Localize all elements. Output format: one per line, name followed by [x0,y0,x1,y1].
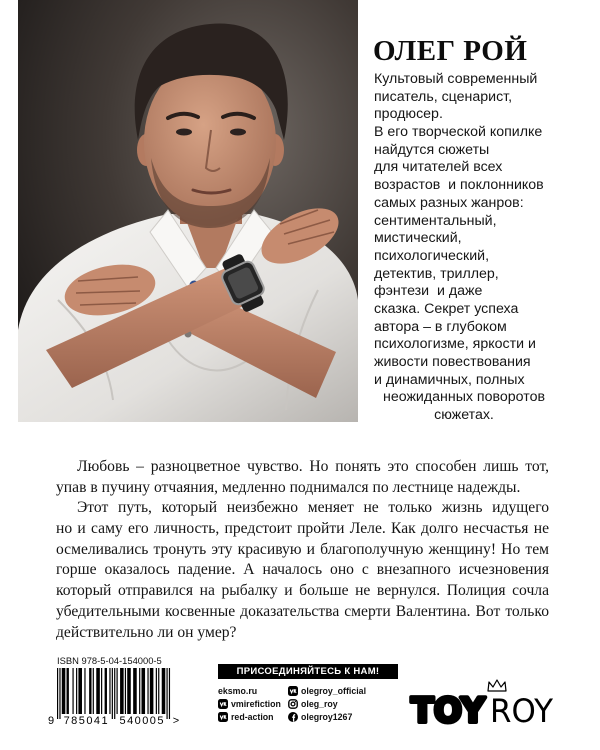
barcode-left-digits: 785041 [63,715,108,727]
barcode-guard-bar [112,668,113,719]
bio-line: В его творческой копилке [374,124,543,141]
isbn-label: ISBN 978-5-04-154000-5 [57,655,162,666]
barcode-bar [120,668,124,714]
publisher-site-label: eksmo.ru [218,685,258,696]
bio-line: сказка. Секрет успеха [374,300,519,317]
logo-part-toy: TOY [411,691,486,730]
annotation-line: но и саму его личность, предстоит пройти Леле. Как долго несчастья не [56,520,549,538]
instagram-icon [288,699,298,709]
bio-line: писатель, сценарист, [374,88,513,105]
bio-line: неожиданных поворотов [382,389,546,406]
eye-left [176,129,192,136]
barcode-bar [150,668,154,714]
join-banner: ПРИСОЕДИНЯЙТЕСЬ К НАМ! [218,664,398,679]
barcode-bar [89,668,91,714]
book-annotation [56,457,549,643]
barcode-guard-bar [166,668,167,719]
barcode-bar [133,668,137,714]
annotation-line: который отправился на рыбалку и больше не вернулся. Полиция сочла [56,582,549,600]
social-link-label: oleg_roy [301,698,338,709]
barcode-bars [57,668,170,719]
barcode-guard-bar [169,668,170,719]
barcode-bar [76,668,77,714]
bio-line: Культовый современный [374,71,538,87]
barcode-right-digits: 540005 [119,715,164,727]
vk-icon [288,686,298,696]
barcode-bar [156,668,157,714]
bio-line: живости повествования [374,354,531,370]
publisher-site [218,684,281,697]
bio-line: найдутся сюжеты [374,141,490,158]
author-photo [18,0,358,422]
barcode-bar [67,668,69,714]
author-social-links [288,684,366,723]
barcode-bar [101,668,102,714]
barcode-bar [84,668,85,714]
eye-right [230,129,246,136]
barcode-guard-bar [59,668,60,719]
annotation-line: упав в пучину отчаяния, медленно поднимался по лестнице надежды. [56,478,521,496]
bio-line: детектив, триллер, [374,265,499,282]
bio-line: и динамичных, полных [374,371,525,388]
barcode-bar [62,668,66,714]
barcode-bar [162,668,166,714]
vk-icon [218,712,228,722]
social-link [288,684,366,697]
bio-line: мистический, [374,230,462,247]
barcode [48,666,182,728]
bio-line: сентиментальный, [374,212,497,229]
bio-line: для читателей всех [374,159,503,176]
barcode-bar [117,668,118,714]
crown-icon [488,680,506,691]
social-link-label: olegroy1267 [301,711,353,722]
barcode-bar [139,668,140,714]
social-link [218,697,281,710]
social-link-label: olegroy_official [301,685,367,696]
barcode-bar [141,668,145,714]
barcode-bar [105,668,107,714]
bio-line: психологический, [374,247,490,264]
annotation-line: действительно ли он умер? [56,623,237,641]
bio-line: возрастов и поклонников [374,177,544,194]
facebook-icon [288,712,298,722]
social-link-label: vmirefiction [231,698,281,709]
social-link [288,697,366,710]
barcode-bar [72,668,73,714]
bio-line: продюсер. [374,106,443,123]
barcode-bar [96,668,100,714]
author-bio [374,71,554,425]
barcode-bar [109,668,110,714]
annotation-line: Любовь – разноцветное чувство. Но понять это способен лишь тот, [77,458,549,475]
annotation-line: горше оказалось падение. А началось оно с внезапного исчезновения [56,561,549,579]
vk-icon [218,699,228,709]
social-link-label: red-action [231,711,274,722]
bio-line: фэнтези и даже [374,283,483,300]
barcode-bar [93,668,94,714]
publisher-links [218,684,281,723]
bio-line: автора – в глубоком [374,318,507,335]
bio-line: самых разных жанров: [374,194,524,211]
annotation-line: убедительными косвенные доказательства смерти Валентина. Вот только [56,602,549,620]
author-name: ОЛЕГ РОЙ [373,35,528,67]
social-link [218,710,281,723]
barcode-guard-bar [57,668,58,719]
barcode-first-digit: 9 [48,715,55,727]
social-link [288,710,366,723]
barcode-bar [78,668,82,714]
barcode-bar [127,668,131,714]
barcode-quiet-zone-mark: > [172,715,180,727]
barcode-bar [147,668,148,714]
barcode-bar [158,668,159,714]
bio-line: психологизме, яркости и [374,336,536,353]
toyroy-logo [408,676,558,730]
barcode-guard-bar [114,668,115,719]
bio-line: сюжетах. [434,407,494,424]
annotation-line: Этот путь, который неизбежно меняет не только жизнь идущего [77,499,549,517]
logo-part-roy: ROY [490,692,554,730]
barcode-bar [125,668,126,714]
annotation-line: осмеливались тронуть эту красивую и благополучную женщину! Но тем [56,540,549,558]
